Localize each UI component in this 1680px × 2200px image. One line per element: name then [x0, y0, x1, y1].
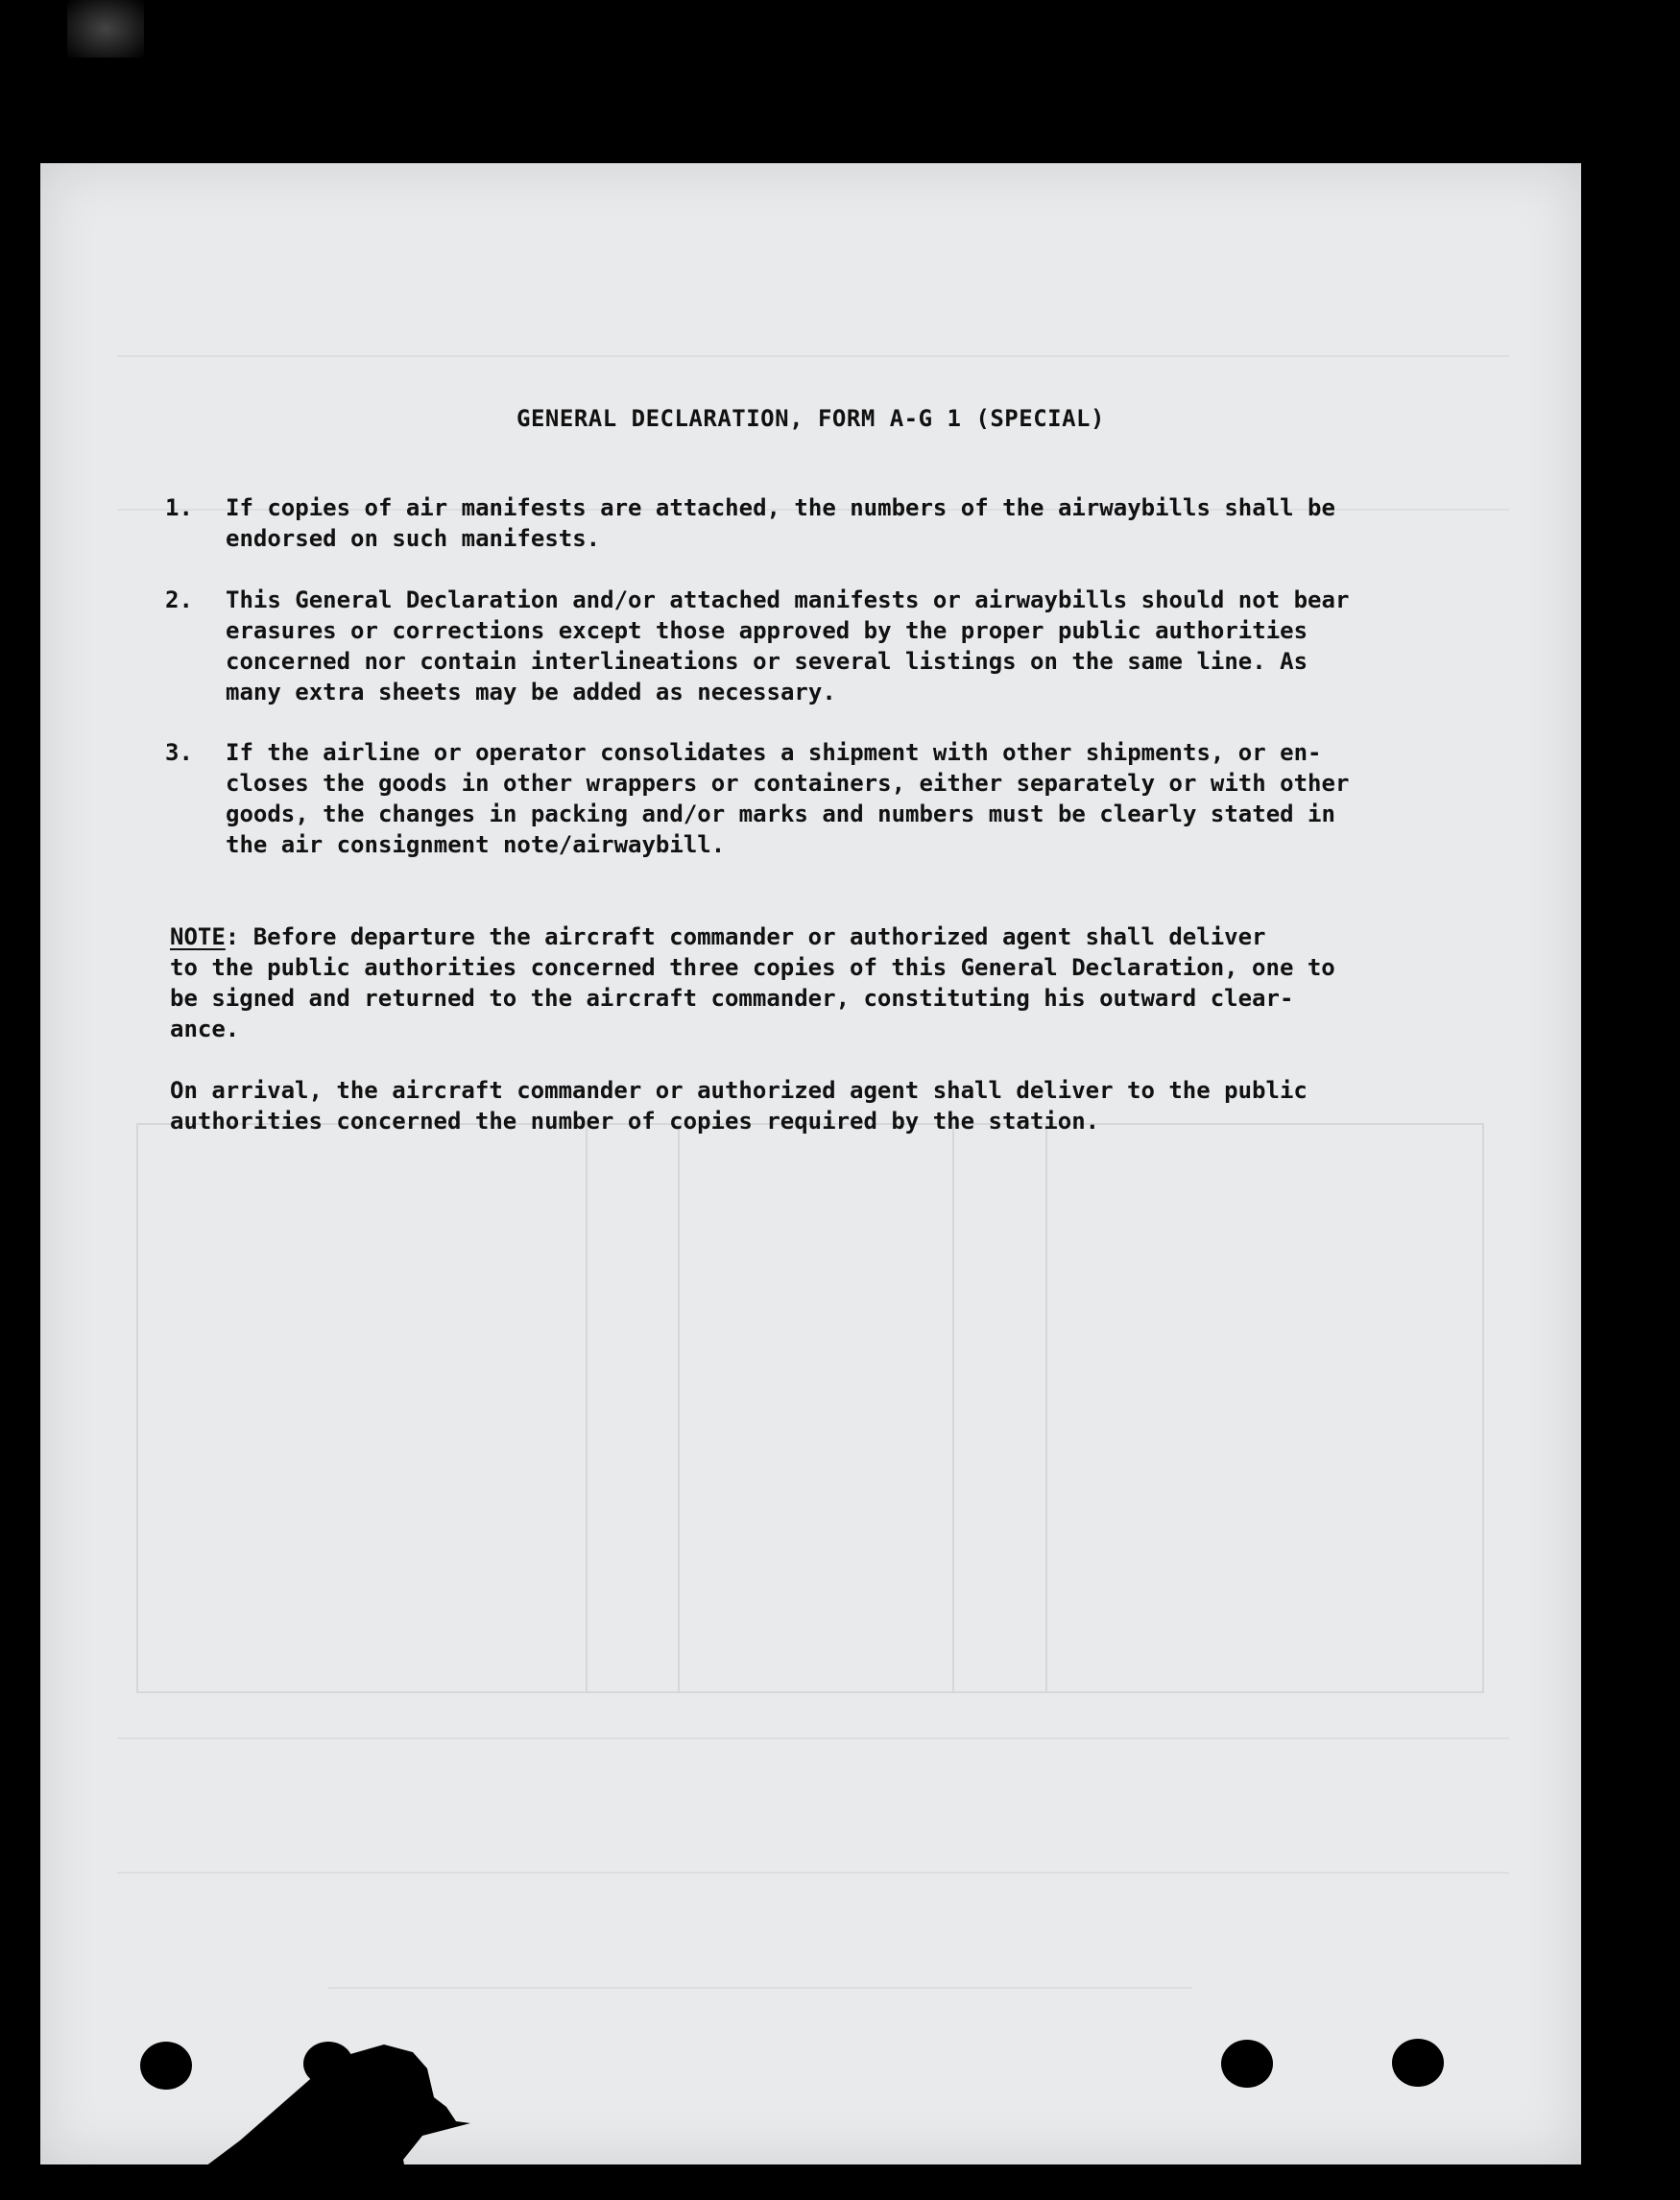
- item-text: This General Declaration and/or attached manifests or airwaybills should not bear erasures or corrections except those approved by the proper public authorities concerned nor contain interlineations or several listings on the same line. As many extra sheets may be added as necessary.: [226, 586, 1350, 705]
- torn-paper-edge: [182, 2016, 605, 2200]
- note-text: : Before departure the aircraft commander or authorized agent shall deliver to the public authorities concerned three copies of this General Declaration, one to be signed and returned to the aircraft commander, constituting his outward clear- ance.: [170, 923, 1335, 1042]
- punch-hole: [1392, 2039, 1444, 2087]
- bleed-through-line: [328, 1987, 1192, 1989]
- bleed-through-column: [586, 1125, 588, 1691]
- bleed-through-table: [136, 1123, 1484, 1693]
- scan-glare: [67, 0, 144, 58]
- arrival-paragraph: On arrival, the aircraft commander or authorized agent shall deliver to the public authorities concerned the number of copies required by the station.: [170, 1077, 1308, 1135]
- document-title: GENERAL DECLARATION, FORM A-G 1 (SPECIAL): [516, 405, 1105, 432]
- item-number: 3.: [165, 739, 193, 766]
- bleed-through-column: [1045, 1125, 1047, 1691]
- note-label: NOTE: [170, 923, 226, 950]
- item-number: 1.: [165, 494, 193, 521]
- item-text: If the airline or operator consolidates a shipment with other shipments, or en- closes the goods in other wrappers or containers, either separately or with other goods, the changes in packing and/or marks and numbers must be clearly stated in the air consignment note/airwaybill.: [226, 739, 1350, 858]
- bleed-through-line: [117, 1737, 1509, 1739]
- bleed-through-line: [117, 355, 1509, 357]
- instruction-item-1: [165, 492, 1490, 554]
- note-paragraph: [170, 921, 1495, 1044]
- item-number: 2.: [165, 586, 193, 613]
- bleed-through-column: [952, 1125, 954, 1691]
- document-page: [40, 163, 1581, 2164]
- instruction-item-2: [165, 585, 1490, 707]
- bleed-through-column: [678, 1125, 680, 1691]
- punch-hole: [1221, 2040, 1273, 2088]
- bleed-through-line: [117, 1872, 1509, 1874]
- item-text: If copies of air manifests are attached, the numbers of the airwaybills shall be endorsed on such manifests.: [226, 494, 1335, 552]
- instruction-item-3: [165, 737, 1490, 860]
